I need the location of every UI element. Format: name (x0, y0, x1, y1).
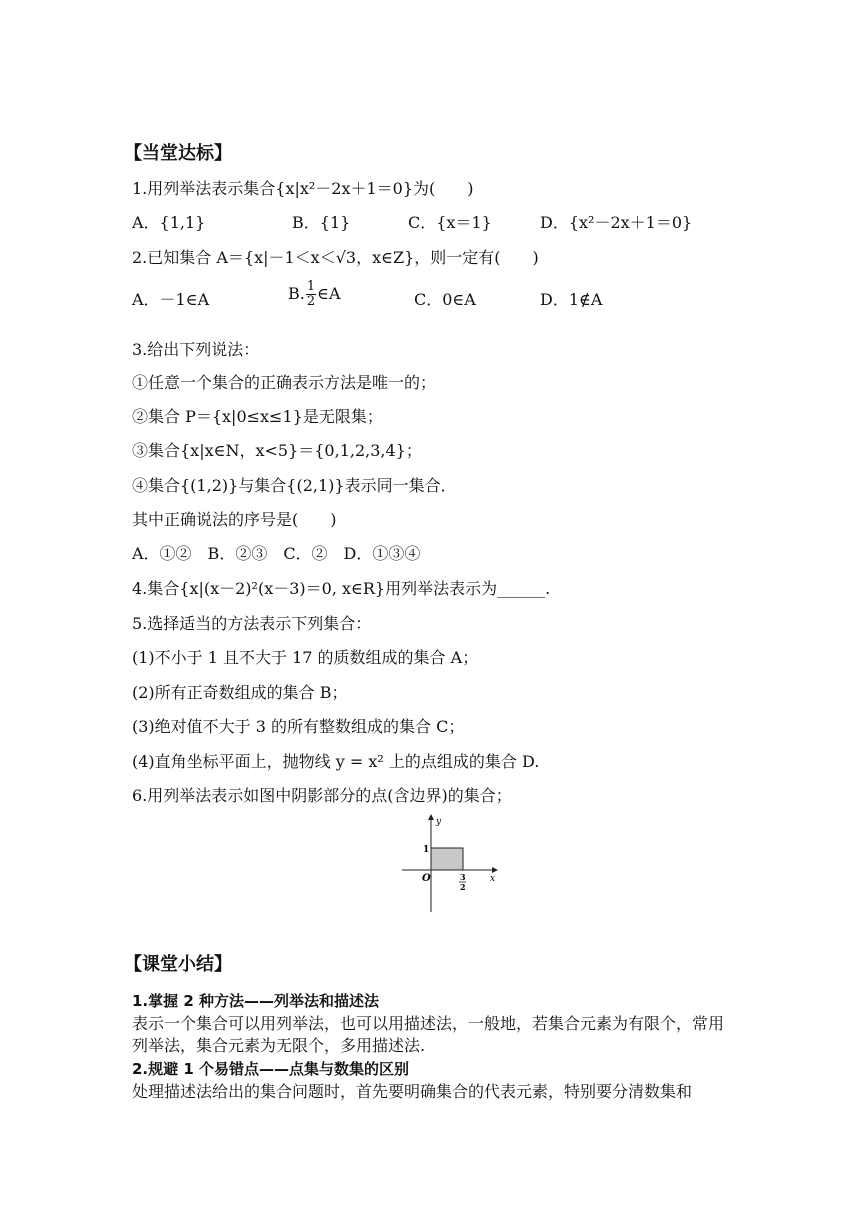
question-3-ask: 其中正确说法的序号是( ) (132, 510, 337, 529)
question-3-stem: 3.给出下列说法： (132, 340, 260, 359)
question-5-stem: 5.选择适当的方法表示下列集合： (132, 614, 372, 633)
question-2-option-c: C．0∈A (414, 290, 476, 309)
question-3-options: A．①② B．②③ C．② D．①③④ (132, 544, 421, 563)
summary-paragraph-1: 表示一个集合可以用列举法，也可以用描述法，一般地，若集合元素为有限个，常用列举法，集合元素为无限个，多用描述法. (132, 1014, 725, 1055)
fraction-one-half (306, 280, 316, 309)
y-tick-one-label: 1 (423, 845, 430, 855)
summary-heading-2: 2.规避 1 个易错点——点集与数集的区别 (132, 1060, 410, 1078)
fraction-numerator: 1 (306, 279, 316, 294)
question-1-stem: 1.用列举法表示集合{x|x²－2x＋1＝0}为( ) (132, 179, 474, 198)
question-2-option-b (288, 280, 341, 309)
question-5-item-4: (4)直角坐标平面上，抛物线 y = x² 上的点组成的集合 D. (132, 752, 540, 771)
question-1-option-b: B．{1} (292, 213, 351, 232)
x-axis-arrow (492, 867, 498, 873)
y-axis-arrow (428, 814, 434, 820)
question-3-item-1: ①任意一个集合的正确表示方法是唯一的； (132, 373, 437, 392)
x-tick-numerator: 3 (460, 872, 466, 882)
question-3-item-2: ②集合 P＝{x|0≤x≤1}是无限集； (132, 407, 383, 426)
x-tick-denominator: 2 (460, 882, 466, 892)
question-2-option-a: A．－1∈A (132, 290, 210, 309)
question-1-option-c: C．{x＝1} (408, 213, 492, 232)
y-axis-label: y (436, 817, 442, 827)
question-6-stem: 6.用列举法表示如图中阴影部分的点(含边界)的集合； (132, 786, 512, 805)
question-2-option-d: D．1∉A (540, 290, 603, 309)
origin-label: O (422, 873, 431, 884)
question-3-item-4: ④集合{(1,2)}与集合{(2,1)}表示同一集合． (132, 476, 457, 495)
question-1-option-a: A．{1,1} (132, 213, 206, 232)
question-5-item-1: (1)不小于 1 且不大于 17 的质数组成的集合 A； (132, 648, 479, 667)
x-axis-label: x (490, 874, 496, 884)
question-1-option-d: D．{x²－2x＋1＝0} (540, 213, 693, 232)
question-2-option-b-suffix: ∈A (317, 284, 341, 303)
section-title-summary: 【课堂小结】 (124, 954, 232, 975)
question-4-stem: 4.集合{x|(x－2)²(x－3)＝0, x∈R}用列举法表示为______. (132, 579, 551, 598)
section-title-practice: 【当堂达标】 (124, 143, 232, 164)
shaded-rectangle (431, 848, 463, 870)
summary-heading-1: 1.掌握 2 种方法——列举法和描述法 (132, 992, 380, 1010)
question-3-item-3: ③集合{x|x∈N，x<5}＝{0,1,2,3,4}； (132, 441, 422, 460)
shaded-region-figure (396, 812, 500, 916)
question-2-stem: 2.已知集合 A＝{x|－1＜x＜√3，x∈Z}，则一定有( ) (132, 248, 539, 267)
question-2-option-b-prefix: B. (288, 284, 305, 303)
fraction-denominator: 2 (306, 294, 316, 309)
question-5-item-2: (2)所有正奇数组成的集合 B； (132, 683, 348, 702)
summary-paragraph-2: 处理描述法给出的集合问题时，首先要明确集合的代表元素，特别要分清数集和 (132, 1082, 693, 1101)
question-5-item-3: (3)绝对值不大于 3 的所有整数组成的集合 C； (132, 717, 465, 736)
